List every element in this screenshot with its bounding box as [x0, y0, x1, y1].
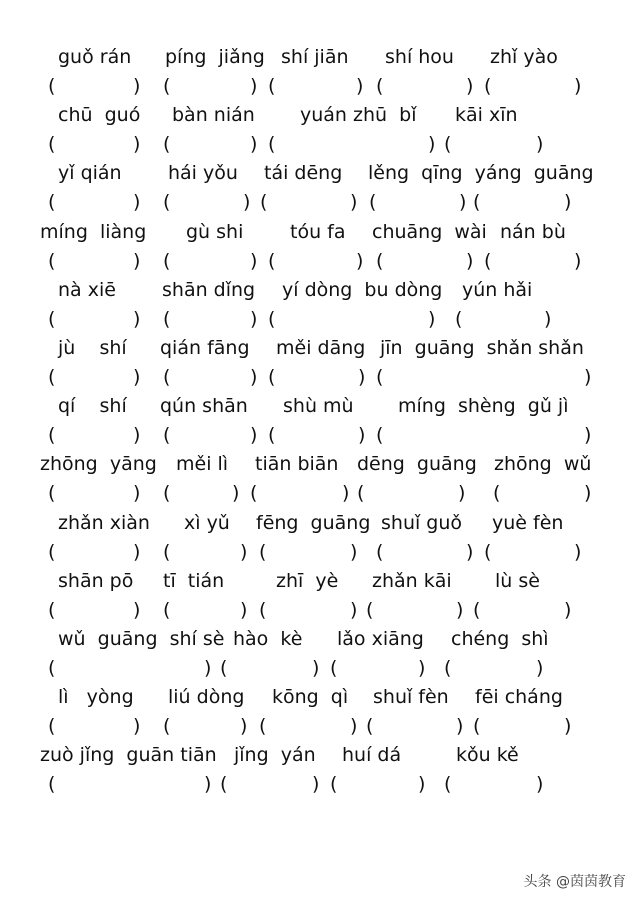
pinyin-word: jù shí [58, 337, 127, 359]
close-bracket: ) [356, 249, 364, 272]
pinyin-word: huí dá [342, 744, 402, 767]
pinyin-word: zuò jǐng guān tiān [40, 744, 217, 767]
open-bracket: ( [268, 133, 276, 156]
close-bracket: ) [584, 424, 592, 447]
open-bracket: ( [163, 191, 171, 214]
pinyin-word: bàn nián [172, 104, 255, 127]
open-bracket: ( [163, 598, 171, 621]
pinyin-row [0, 335, 640, 365]
pinyin-word: fēi cháng [475, 686, 563, 709]
watermark: 头条 @茵茵教育 [523, 874, 626, 890]
close-bracket: ) [458, 482, 466, 505]
answer-row [0, 480, 640, 510]
pinyin-word: guǒ rán [58, 46, 132, 68]
open-bracket: ( [220, 773, 228, 796]
close-bracket: ) [133, 75, 141, 97]
close-bracket: ) [574, 249, 582, 272]
close-bracket: ) [358, 424, 366, 447]
close-bracket: ) [564, 191, 572, 214]
open-bracket: ( [48, 715, 56, 738]
answer-row [0, 73, 640, 103]
close-bracket: ) [250, 133, 258, 156]
open-bracket: ( [259, 715, 267, 738]
close-bracket: ) [133, 366, 141, 388]
open-bracket: ( [48, 191, 56, 214]
pinyin-word: nà xiē [58, 278, 116, 301]
open-bracket: ( [268, 366, 276, 388]
pinyin-word: chū guó [58, 104, 141, 127]
pinyin-word: shí jiān [281, 46, 349, 68]
open-bracket: ( [48, 482, 56, 505]
pinyin-word: měi dāng [276, 337, 366, 359]
pinyin-word: lù sè [495, 569, 540, 592]
pinyin-word: lì yòng [58, 686, 134, 709]
open-bracket: ( [250, 482, 258, 505]
open-bracket: ( [163, 249, 171, 272]
open-bracket: ( [330, 657, 338, 679]
pinyin-word: yí dòng bu dòng [282, 278, 443, 301]
pinyin-word: zhǎn kāi [372, 569, 452, 592]
pinyin-word: lǎo xiāng [337, 628, 424, 650]
open-bracket: ( [163, 424, 171, 447]
close-bracket: ) [356, 75, 364, 97]
pinyin-word: qún shān [160, 395, 248, 418]
pinyin-word: liú dòng [168, 686, 245, 709]
answer-row [0, 422, 640, 452]
open-bracket: ( [484, 249, 492, 272]
pinyin-word: míng shèng gǔ jì [398, 395, 569, 418]
open-bracket: ( [330, 773, 338, 796]
open-bracket: ( [48, 598, 56, 621]
close-bracket: ) [584, 366, 592, 388]
close-bracket: ) [312, 773, 320, 796]
close-bracket: ) [428, 133, 436, 156]
close-bracket: ) [350, 598, 358, 621]
pinyin-word: chéng shì [451, 628, 549, 650]
pinyin-word: shuǐ fèn [373, 686, 449, 709]
open-bracket: ( [376, 540, 384, 563]
pinyin-word: yún hǎi [462, 278, 533, 301]
open-bracket: ( [220, 657, 228, 679]
pinyin-row [0, 684, 640, 714]
close-bracket: ) [428, 307, 436, 330]
answer-row [0, 248, 640, 278]
open-bracket: ( [48, 424, 56, 447]
open-bracket: ( [376, 366, 384, 388]
close-bracket: ) [564, 715, 572, 738]
close-bracket: ) [350, 191, 358, 214]
close-bracket: ) [418, 657, 426, 679]
pinyin-word: dēng guāng [357, 453, 477, 476]
pinyin-row [0, 102, 640, 132]
close-bracket: ) [133, 540, 141, 563]
open-bracket: ( [444, 133, 452, 156]
pinyin-word: xì yǔ [184, 511, 230, 534]
close-bracket: ) [466, 75, 474, 97]
pinyin-word: hái yǒu [168, 162, 238, 185]
pinyin-word: shí hou [385, 46, 454, 68]
close-bracket: ) [456, 598, 464, 621]
open-bracket: ( [163, 366, 171, 388]
open-bracket: ( [48, 75, 56, 97]
pinyin-word: tóu fa [290, 220, 346, 243]
answer-row [0, 771, 640, 801]
open-bracket: ( [48, 366, 56, 388]
close-bracket: ) [544, 307, 552, 330]
close-bracket: ) [312, 657, 320, 679]
pinyin-row [0, 626, 640, 656]
pinyin-word: qián fāng [160, 337, 250, 359]
pinyin-word: zhǐ yào [490, 46, 558, 68]
close-bracket: ) [133, 133, 141, 156]
open-bracket: ( [48, 133, 56, 156]
open-bracket: ( [163, 307, 171, 330]
pinyin-word: píng jiǎng [165, 46, 265, 68]
open-bracket: ( [484, 540, 492, 563]
open-bracket: ( [268, 249, 276, 272]
open-bracket: ( [376, 424, 384, 447]
pinyin-word: gù shi [186, 220, 244, 243]
pinyin-word: shān dǐng [162, 278, 256, 301]
pinyin-word: jǐng yán [234, 744, 316, 767]
open-bracket: ( [163, 540, 171, 563]
close-bracket: ) [358, 366, 366, 388]
close-bracket: ) [204, 657, 212, 679]
close-bracket: ) [133, 424, 141, 447]
open-bracket: ( [260, 191, 268, 214]
answer-row [0, 131, 640, 161]
pinyin-word: kōng qì [272, 686, 349, 709]
close-bracket: ) [133, 249, 141, 272]
pinyin-row [0, 393, 640, 423]
close-bracket: ) [240, 598, 248, 621]
close-bracket: ) [564, 598, 572, 621]
open-bracket: ( [48, 540, 56, 563]
close-bracket: ) [243, 191, 251, 214]
close-bracket: ) [133, 191, 141, 214]
open-bracket: ( [259, 598, 267, 621]
pinyin-word: tái dēng [264, 162, 343, 185]
close-bracket: ) [250, 307, 258, 330]
pinyin-row [0, 160, 640, 190]
close-bracket: ) [574, 540, 582, 563]
open-bracket: ( [473, 191, 481, 214]
open-bracket: ( [366, 715, 374, 738]
open-bracket: ( [376, 75, 384, 97]
close-bracket: ) [232, 482, 240, 505]
open-bracket: ( [444, 657, 452, 679]
pinyin-word: shuǐ guǒ [381, 511, 463, 534]
close-bracket: ) [250, 75, 258, 97]
answer-row [0, 597, 640, 627]
answer-row [0, 306, 640, 336]
pinyin-word: shān pō [58, 569, 134, 592]
pinyin-row [0, 510, 640, 540]
close-bracket: ) [133, 598, 141, 621]
open-bracket: ( [48, 773, 56, 796]
pinyin-word: měi lì [176, 453, 229, 476]
pinyin-row [0, 568, 640, 598]
close-bracket: ) [466, 540, 474, 563]
pinyin-row [0, 44, 640, 74]
pinyin-word: zhōng wǔ [494, 453, 592, 476]
open-bracket: ( [366, 598, 374, 621]
close-bracket: ) [250, 249, 258, 272]
pinyin-word: yǐ qián [58, 162, 122, 185]
close-bracket: ) [350, 715, 358, 738]
pinyin-word: wǔ guāng shí sè [58, 628, 225, 650]
open-bracket: ( [163, 715, 171, 738]
open-bracket: ( [48, 657, 56, 679]
open-bracket: ( [376, 249, 384, 272]
close-bracket: ) [459, 191, 467, 214]
answer-row [0, 539, 640, 569]
open-bracket: ( [484, 75, 492, 97]
pinyin-word: kǒu kě [456, 744, 519, 767]
close-bracket: ) [250, 424, 258, 447]
pinyin-word: nán bù [500, 220, 566, 243]
answer-row [0, 189, 640, 219]
close-bracket: ) [133, 482, 141, 505]
open-bracket: ( [473, 715, 481, 738]
pinyin-word: shù mù [283, 395, 354, 418]
pinyin-word: zhǎn xiàn [58, 511, 150, 534]
open-bracket: ( [493, 482, 501, 505]
close-bracket: ) [536, 773, 544, 796]
close-bracket: ) [536, 133, 544, 156]
pinyin-word: yuán zhū bǐ [300, 104, 417, 127]
pinyin-word: qí shí [58, 395, 127, 418]
close-bracket: ) [536, 657, 544, 679]
close-bracket: ) [574, 75, 582, 97]
open-bracket: ( [48, 307, 56, 330]
pinyin-word: míng liàng [40, 220, 147, 243]
open-bracket: ( [455, 307, 463, 330]
open-bracket: ( [473, 598, 481, 621]
open-bracket: ( [48, 249, 56, 272]
open-bracket: ( [259, 540, 267, 563]
close-bracket: ) [342, 482, 350, 505]
open-bracket: ( [268, 307, 276, 330]
close-bracket: ) [250, 366, 258, 388]
pinyin-word: tiān biān [255, 453, 339, 476]
open-bracket: ( [444, 773, 452, 796]
pinyin-word: yuè fèn [492, 511, 564, 534]
answer-row [0, 713, 640, 743]
pinyin-word: zhī yè [276, 569, 339, 592]
open-bracket: ( [163, 75, 171, 97]
pinyin-row [0, 451, 640, 481]
close-bracket: ) [466, 249, 474, 272]
pinyin-word: hào kè [233, 628, 303, 650]
close-bracket: ) [133, 715, 141, 738]
close-bracket: ) [350, 540, 358, 563]
pinyin-row [0, 219, 640, 249]
answer-row [0, 364, 640, 394]
pinyin-word: tī tián [163, 569, 225, 592]
open-bracket: ( [268, 424, 276, 447]
open-bracket: ( [369, 191, 377, 214]
pinyin-word: fēng guāng [256, 511, 371, 534]
pinyin-word: chuāng wài [372, 220, 487, 243]
close-bracket: ) [456, 715, 464, 738]
pinyin-row [0, 277, 640, 307]
pinyin-word: lěng qīng yáng guāng [368, 162, 594, 185]
close-bracket: ) [240, 715, 248, 738]
open-bracket: ( [357, 482, 365, 505]
close-bracket: ) [240, 540, 248, 563]
open-bracket: ( [268, 75, 276, 97]
pinyin-word: zhōng yāng [40, 453, 157, 476]
close-bracket: ) [418, 773, 426, 796]
pinyin-row [0, 742, 640, 772]
pinyin-word: jīn guāng shǎn shǎn [380, 337, 584, 359]
answer-row [0, 655, 640, 685]
close-bracket: ) [584, 482, 592, 505]
close-bracket: ) [133, 307, 141, 330]
close-bracket: ) [204, 773, 212, 796]
pinyin-word: kāi xīn [455, 104, 518, 127]
open-bracket: ( [163, 133, 171, 156]
open-bracket: ( [163, 482, 171, 505]
